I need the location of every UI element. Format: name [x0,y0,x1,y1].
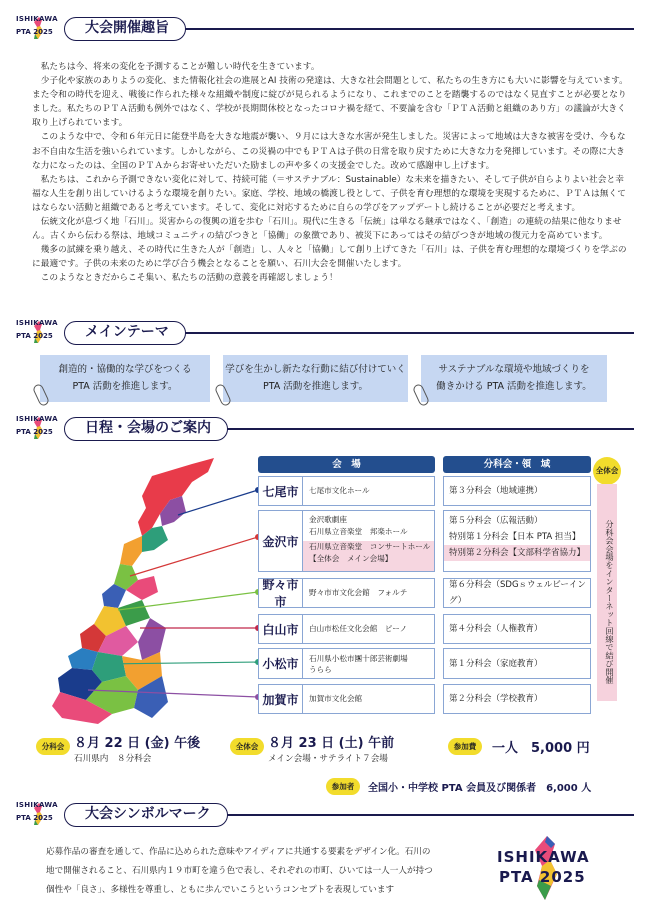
intro-section-header [14,14,634,44]
participants-value: 全国小・中学校 PTA 会員及び関係者 6,000 人 [368,783,592,794]
map-region [138,458,214,536]
section-logo [14,800,60,830]
theme-card [40,355,210,402]
bunka-column-header: 分科会・領 域 [443,456,591,473]
venue-cell [302,510,435,572]
section-logo [14,414,60,444]
venue-name: 石川県小松市團十郎芸術劇場 [309,653,408,663]
symbol-section-header [14,800,634,830]
theme-line: PTA 活動を推進します。 [72,381,178,392]
symbol-logo-line2: PTA 2025 [499,868,586,886]
logo-text-top: ISHIKAWA [16,801,58,809]
theme-line: 創造的・協働的な学びをつくる [58,364,192,375]
venue-name: 七尾市文化ホール [309,486,370,495]
city-hakusan: 白山市 [258,614,302,644]
bunka-sub: 石川県内 ８分科会 [74,754,152,764]
theme-line: PTA 活動を推進します。 [262,381,369,392]
bunka-cell [443,476,591,506]
bunka-name: 第６分科会（SDGｓウェルビーイング） [449,580,586,606]
map-region [138,618,166,660]
symbol-line: 個性や「良さ」、多様性を尊重し、ともに歩んでいこうというコンセプトを表現しています [46,885,395,895]
venue-name: 石川県立音楽堂 コンサートホール [303,541,434,553]
bunka-name: 第１分科会（家庭教育） [449,658,543,669]
symbol-description [46,843,486,900]
map-region [120,536,142,566]
zentai-badge: 全体会 [593,457,621,485]
theme-line: 学びを生かし新たな行動に結び付けていく [225,364,406,375]
city-kaga: 加賀市 [258,684,302,714]
bunka-cell [443,578,591,608]
bunka-cell [443,510,591,572]
logo-text-bottom: PTA 2025 [16,332,53,340]
symbol-line: 地で開催されること、石川県内１９市町を違う色で表し、それぞれの市町、ひいては一人一人が持つ [46,866,433,876]
bunka-cell [443,614,591,644]
logo-text-bottom: PTA 2025 [16,28,53,36]
symbol-title: 大会シンボルマーク [64,803,228,827]
bunka-name: 第２分科会（学校教育） [449,694,543,704]
theme-line: サステナブルな環境や地域づくりを [438,364,590,375]
ishikawa-map [42,456,258,726]
theme-section-header [14,318,634,348]
venue-name: うらら [309,664,332,674]
zentai-sub: メイン会場・サテライト７会場 [268,754,388,764]
bunka-cell [443,648,591,679]
intro-paragraph: 私たちは、これから予測できない変化に対して、持続可能（＝サステナブル：Sustainable）な未来を描きたい、そして子供が自らよりよい社会と幸福な人生を創り出していけるような環境を創りたい。家庭、学校、地域の橋渡し役として、子供を育む理想的な環境を実現するために、ＰＴＡは無くてはならない活動と組織であると考えています。そして、変化に対応するために自らの学びをアップデートし続けることが必要だと考えます。 [32,174,626,213]
network-note: 分科会会場をインターネット回線で結び開催 [605,520,615,684]
venue-cell [302,684,435,714]
logo-text-bottom: PTA 2025 [16,428,53,436]
symbol-logo [497,836,607,902]
intro-title: 大会開催趣旨 [64,17,186,41]
section-logo [14,318,60,348]
intro-paragraph: このような中で、令和６年元日に能登半島を大きな地震が襲い、９月には大きな水害が発生しました。災害によって地域は大きな被害を受け、今もなお不自由な生活を強いられています。しかしながら、この災禍の中でもＰＴＡは子供の日常を取り戻すために大きな力を発揮しています。その際に大きな力になったのは、全国のＰＴＡからお寄せいただいた励ましの声や多くの支援金でした。改めて感謝申し上げます。 [32,132,626,171]
venue-cell [302,648,435,679]
schedule-section-header [14,414,634,444]
logo-text-top: ISHIKAWA [16,319,58,327]
bunka-name: 第５分科会（広報活動） [449,516,543,526]
city-nanao: 七尾市 [258,476,302,506]
venue-name: 加賀市文化会館 [309,694,363,703]
intro-paragraph: 私たちは今、将来の変化を予測することが難しい時代を生きています。 [40,62,320,72]
bunka-name: 特別第１分科会【日本 PTA 担当】 [449,532,581,542]
intro-paragraph: 幾多の試練を乗り越え、その時代に生きた人が「創造」し、人々と「協働」して創り上げてきた「石川」は、子供を育む理想的な環境づくりを学ぶのに最適です。子供の未来のために学び合う機会となることを願い、石川大会を開催いたします。 [32,245,627,270]
venue-name: 【全体会 メイン会場】 [303,553,434,571]
theme-line: 働きかける PTA 活動を推進します。 [436,381,592,392]
theme-title: メインテーマ [64,321,186,345]
logo-text-top: ISHIKAWA [16,15,58,23]
logo-text-bottom: PTA 2025 [16,814,53,822]
symbol-logo-line1: ISHIKAWA [497,848,590,866]
intro-paragraph: 少子化や家族のありようの変化、また情報化社会の進展とAI 技術の発達は、大きな社会問題として、私たちの生き方にも大いに影響を与えています。また令和の時代を迎え、戦後に作られた様々な組織や制度に綻びが見られるようになり、これまでのことを踏襲するのではなく見直すことが必要となりました。私たちのＰＴＡ活動も例外ではなく、学校が長期間休校となったコロナ禍を経て、不要論を含む「ＰＴＡ活動と組織のあり方」の議論が大きく取り上げられています。 [32,76,628,129]
venue-cell [302,578,435,608]
city-komatsu: 小松市 [258,648,302,679]
schedule-title: 日程・会場のご案内 [64,417,228,441]
bunka-date: ８月 22 日 (金) 午後 [74,736,201,751]
zentai-date: ８月 23 日 (土) 午前 [268,736,395,751]
venue-name: 野々市市文化会館 フォルテ [309,588,408,597]
intro-body [32,60,632,286]
venue-name: 金沢歌劇座 [309,515,347,524]
venue-name: 白山市松任文化会館 ピーノ [309,624,408,633]
fee-value: 一人 5,000 円 [492,741,590,756]
bunka-pill: 分科会 [36,738,70,755]
venue-column-header: 会 場 [258,456,435,473]
theme-card [421,355,607,402]
bunka-cell [443,684,591,714]
bunka-name: 第４分科会（人権教育） [449,624,543,634]
venue-cell [302,476,435,506]
city-nonoichi: 野々市市 [258,578,302,608]
venue-cell [302,614,435,644]
bunka-name: 第３分科会（地域連携） [449,486,543,496]
bunka-name: 特別第２分科会【文部科学省協力】 [444,545,590,561]
theme-card [223,355,408,402]
city-kanazawa: 金沢市 [258,510,302,572]
intro-paragraph: このようなときだからこそ集い、私たちの活動の意義を再確認しましょう！ [40,273,338,284]
venue-name: 石川県立音楽堂 邦楽ホール [309,527,408,536]
symbol-line: 応募作品の審査を通して、作品に込められた意味やアイディアに共通する要素をデザイン化。石川の [46,847,431,857]
intro-paragraph: 伝統文化が息づく地「石川」。災害からの復興の道を歩む「石川」。現代に生きる「伝統」は単なる継承ではなく、「創造」の連続の結果に他なりません。古くから伝わる祭は、地域コミュニティの結びつきと「協働」の象徴であり、被災下にあってはその結びつきが地域の復元力を高めています。 [32,217,622,242]
logo-text-top: ISHIKAWA [16,415,58,423]
participant-pill: 参加者 [326,778,360,795]
fee-pill: 参加費 [448,738,482,755]
zentai-pill: 全体会 [230,738,264,755]
section-logo [14,14,60,44]
